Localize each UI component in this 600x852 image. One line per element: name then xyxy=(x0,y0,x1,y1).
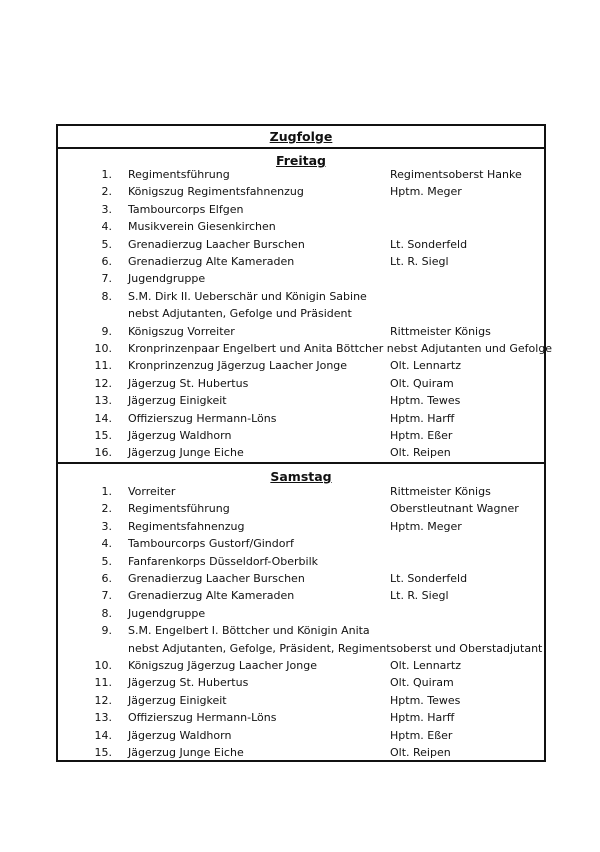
page-title: Zugfolge xyxy=(269,129,333,144)
table-row xyxy=(58,429,544,446)
row-officer: Lt. Sonderfeld xyxy=(390,237,468,251)
row-unit-name: Regimentsfahnenzug xyxy=(128,519,245,533)
table-row xyxy=(58,607,544,624)
row-number: 4. xyxy=(101,537,112,551)
row-number: 4. xyxy=(101,220,112,234)
row-unit-name: Regimentsführung xyxy=(128,502,230,516)
row-number: 2. xyxy=(101,185,112,199)
row-number: 16. xyxy=(94,446,112,460)
row-unit-name: Kronprinzenpaar Engelbert und Anita Böttcher nebst Adjutanten und Gefolge xyxy=(128,342,553,355)
row-unit-name: Jägerzug Einigkeit xyxy=(128,394,227,408)
table-row xyxy=(58,168,544,185)
row-unit-name: Offizierszug Hermann-Löns xyxy=(128,411,277,425)
table-row xyxy=(58,342,553,359)
row-officer: Lt. R. Siegl xyxy=(390,589,449,603)
row-number: 9. xyxy=(101,324,112,338)
table-row xyxy=(58,520,544,537)
row-officer: Olt. Lennartz xyxy=(390,359,462,373)
row-number: 12. xyxy=(94,376,112,390)
table-row xyxy=(58,659,544,676)
row-unit-name: Grenadierzug Alte Kameraden xyxy=(128,589,295,603)
table-row xyxy=(58,711,544,728)
table-row xyxy=(58,377,544,394)
row-officer: Lt. R. Siegl xyxy=(390,255,449,268)
row-number: 5. xyxy=(101,554,112,568)
table-row xyxy=(58,307,544,324)
row-officer: Hptm. Meger xyxy=(390,185,462,199)
row-number: 3. xyxy=(101,519,112,533)
row-unit-name: Jugendgruppe xyxy=(128,272,206,286)
row-number: 1. xyxy=(101,485,112,498)
row-unit-name: Tambourcorps Gustorf/Gindorf xyxy=(128,537,294,551)
table-row xyxy=(58,272,544,289)
table-row xyxy=(58,238,544,255)
row-number: 5. xyxy=(101,237,112,251)
row-unit-name: nebst Adjutanten, Gefolge und Präsident xyxy=(128,307,352,321)
row-unit-name: Kronprinzenzug Jägerzug Laacher Jonge xyxy=(128,359,348,373)
row-number: 12. xyxy=(94,693,112,707)
table-row xyxy=(58,290,544,307)
row-number: 8. xyxy=(101,289,112,303)
row-number: 13. xyxy=(94,711,112,725)
table-row xyxy=(58,676,544,693)
row-officer: Hptm. Meger xyxy=(390,519,462,533)
table-row xyxy=(58,359,544,376)
row-unit-name: Königszug Vorreiter xyxy=(128,324,235,338)
row-unit-name: Königszug Regimentsfahnenzug xyxy=(128,185,304,199)
row-unit-name: Offizierszug Hermann-Löns xyxy=(128,711,277,725)
row-unit-name: Jägerzug Waldhorn xyxy=(128,429,232,442)
table-row xyxy=(58,203,544,220)
table-row xyxy=(58,502,544,519)
row-officer: Regimentsoberst Hanke xyxy=(390,168,522,181)
row-officer: Olt. Lennartz xyxy=(390,659,462,672)
row-unit-name: S.M. Engelbert I. Böttcher und Königin Anita xyxy=(128,624,370,638)
row-unit-name: Grenadierzug Laacher Burschen xyxy=(128,572,305,585)
row-unit-name: Königszug Jägerzug Laacher Jonge xyxy=(128,659,317,672)
row-number: 15. xyxy=(94,746,112,759)
table-row xyxy=(58,729,544,746)
table-row xyxy=(58,185,544,202)
table-row xyxy=(58,255,544,272)
row-number: 10. xyxy=(94,342,112,355)
row-number: 11. xyxy=(94,359,112,373)
row-officer: Hptm. Harff xyxy=(390,711,455,725)
row-number: 7. xyxy=(101,272,112,286)
row-number: 15. xyxy=(94,429,112,442)
row-officer: Rittmeister Königs xyxy=(390,324,491,338)
table-row xyxy=(58,537,544,554)
row-number: 3. xyxy=(101,202,112,216)
row-number: 1. xyxy=(101,168,112,181)
table-row xyxy=(58,642,544,659)
row-unit-name: Jugendgruppe xyxy=(128,606,206,620)
table-row xyxy=(58,394,544,411)
row-officer: Oberstleutnant Wagner xyxy=(390,502,519,516)
title-row xyxy=(58,126,544,149)
row-number: 6. xyxy=(101,255,112,268)
table-row xyxy=(58,412,544,429)
row-unit-name: Jägerzug Junge Eiche xyxy=(128,446,244,460)
row-number: 9. xyxy=(101,624,112,638)
section-heading-label: Samstag xyxy=(270,469,332,484)
row-unit-name: Regimentsführung xyxy=(128,168,230,181)
row-number: 14. xyxy=(94,411,112,425)
table-row xyxy=(58,446,544,463)
row-officer: Olt. Reipen xyxy=(390,446,451,460)
row-unit-name: Fanfarenkorps Düsseldorf-Oberbilk xyxy=(128,554,319,568)
row-number: 10. xyxy=(94,659,112,672)
section-heading xyxy=(58,150,544,169)
row-unit-name: Vorreiter xyxy=(128,485,176,498)
table-row xyxy=(58,325,544,342)
row-unit-name: Jägerzug St. Hubertus xyxy=(128,676,249,690)
table-row xyxy=(58,555,544,572)
section-heading-label: Freitag xyxy=(275,153,327,168)
row-unit-name: Musikverein Giesenkirchen xyxy=(128,220,276,234)
row-officer: Hptm. Eßer xyxy=(390,728,453,742)
row-number: 8. xyxy=(101,606,112,620)
row-unit-name: Tambourcorps Elfgen xyxy=(128,202,244,216)
row-unit-name: Jägerzug Junge Eiche xyxy=(128,746,244,759)
row-unit-name: Jägerzug Einigkeit xyxy=(128,693,227,707)
zugfolge-table xyxy=(56,124,553,762)
row-number: 2. xyxy=(101,502,112,516)
section-heading xyxy=(58,466,544,485)
row-number: 11. xyxy=(94,676,112,690)
table-row xyxy=(58,746,544,763)
row-officer: Olt. Quiram xyxy=(390,676,454,690)
row-officer: Hptm. Harff xyxy=(390,411,455,425)
row-number: 6. xyxy=(101,572,112,585)
row-number: 14. xyxy=(94,728,112,742)
row-unit-name: nebst Adjutanten, Gefolge, Präsident, Regimentsoberst und Oberstadjutant xyxy=(128,641,543,655)
row-unit-name: S.M. Dirk II. Ueberschär und Königin Sabine xyxy=(128,289,367,303)
table-row xyxy=(58,694,544,711)
table-row xyxy=(58,572,544,589)
row-officer: Hptm. Tewes xyxy=(390,394,461,408)
table-row xyxy=(58,220,544,237)
row-officer: Hptm. Eßer xyxy=(390,429,453,442)
row-officer: Rittmeister Königs xyxy=(390,485,491,498)
row-officer: Olt. Quiram xyxy=(390,376,454,390)
table-row xyxy=(58,624,544,641)
row-unit-name: Jägerzug St. Hubertus xyxy=(128,376,249,390)
row-number: 7. xyxy=(101,589,112,603)
row-number: 13. xyxy=(94,394,112,408)
row-officer: Hptm. Tewes xyxy=(390,693,461,707)
table-row xyxy=(58,485,544,502)
table-row xyxy=(58,589,544,606)
row-officer: Olt. Reipen xyxy=(390,746,451,759)
row-officer: Lt. Sonderfeld xyxy=(390,572,468,585)
row-unit-name: Jägerzug Waldhorn xyxy=(128,728,232,742)
row-unit-name: Grenadierzug Laacher Burschen xyxy=(128,237,305,251)
row-unit-name: Grenadierzug Alte Kameraden xyxy=(128,255,295,268)
